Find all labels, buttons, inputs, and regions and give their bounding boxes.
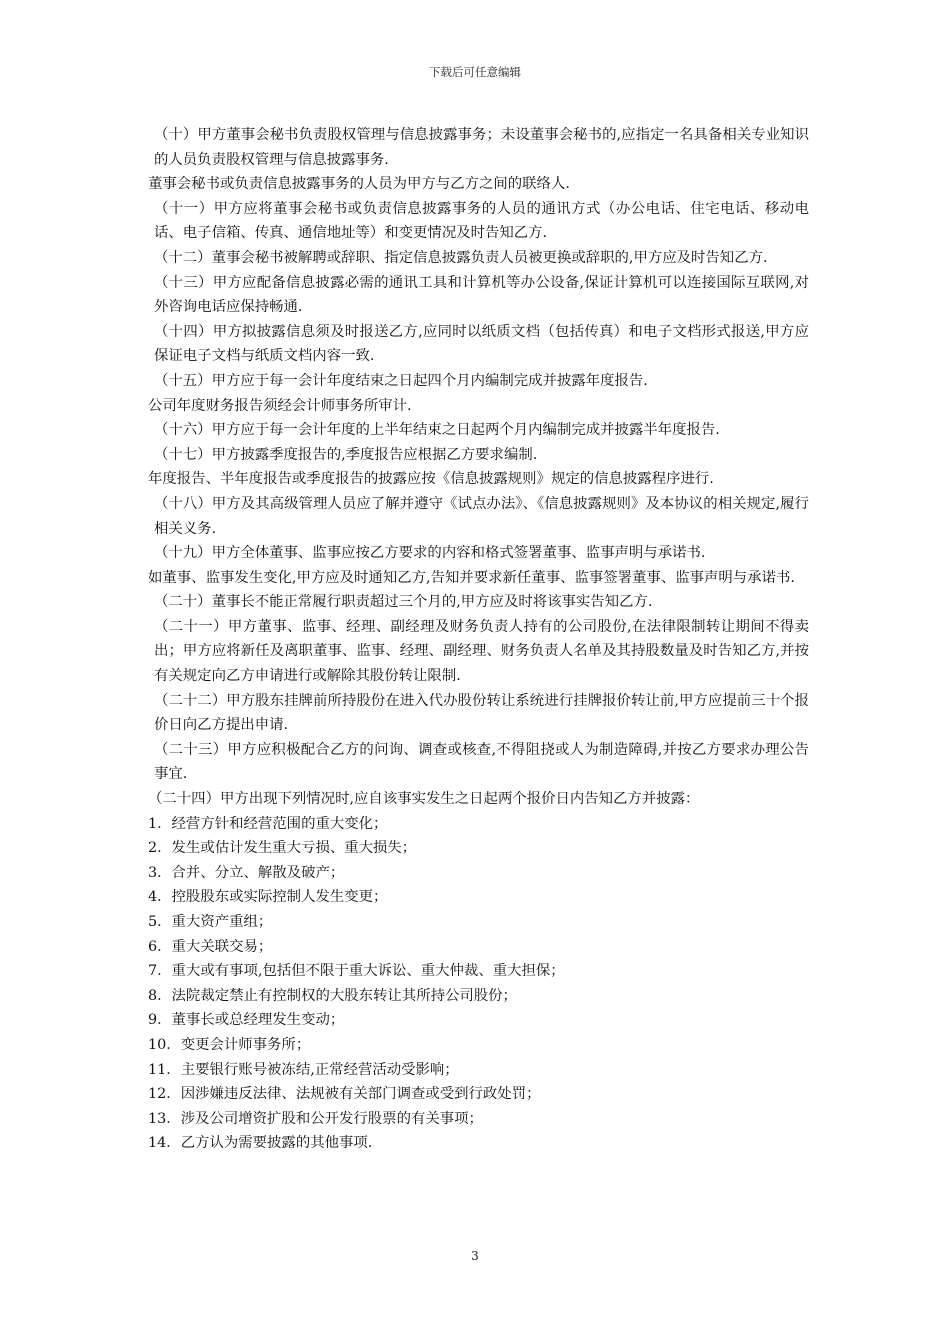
list-item: 3．合并、分立、解散及破产； [148,864,345,881]
list-item: 5．重大资产重组； [148,914,273,930]
list-item: 8．法院裁定禁止有控制权的大股东转让其所持公司股份； [148,987,517,1004]
document-body [144,123,809,1156]
paragraph: （十九）甲方全体董事、监事应按乙方要求的内容和格式签署董事、监事声明与承诺书. [154,545,706,562]
list-item: 12．因涉嫌违反法律、法规被有关部门调查或受到行政处罚； [148,1086,541,1103]
paragraph: （十三）甲方应配备信息披露必需的通讯工具和计算机等办公设备,保证计算机可以连接国际互联网,对外咨询电话应保持畅通. [154,274,809,316]
paragraph: （十二）董事会秘书被解聘或辞职、指定信息披露负责人员被更换或辞职的,甲方应及时告知乙方. [154,249,768,266]
list-item: 10．变更会计师事务所； [148,1036,311,1053]
list-item: 6．重大关联交易； [148,938,273,955]
paragraph: 董事会秘书或负责信息披露事务的人员为甲方与乙方之间的联络人. [148,176,570,193]
list-item: 13．涉及公司增资扩股和公开发行股票的有关事项； [148,1110,483,1127]
list-item: 4．控股股东或实际控制人发生变更； [148,889,388,906]
paragraph: （十八）甲方及其高级管理人员应了解并遵守《试点办法》、《信息披露规则》及本协议的相关规定,履行相关义务. [154,495,809,537]
paragraph: 年度报告、半年度报告或季度报告的披露应按《信息披露规则》规定的信息披露程序进行. [148,471,714,488]
list-item: 14．乙方认为需要披露的其他事项. [148,1135,373,1152]
paragraph: （二十二）甲方股东挂牌前所持股份在进入代办股份转让系统进行挂牌报价转让前,甲方应提前三十个报价日向乙方提出申请. [154,692,809,734]
list-item: 7．重大或有事项,包括但不限于重大诉讼、重大仲裁、重大担保； [148,963,565,980]
paragraph: （二十四）甲方出现下列情况时,应自该事实发生之日起两个报价日内告知乙方并披露： [148,791,700,808]
list-item: 9．董事长或总经理发生变动； [148,1012,345,1029]
paragraph: 公司年度财务报告须经会计师事务所审计. [148,397,412,414]
list-item: 1．经营方针和经营范围的重大变化； [148,815,388,832]
page-header: 下载后可任意编辑 [429,65,521,79]
paragraph: （十六）甲方应于每一会计年度的上半年结束之日起两个月内编制完成并披露半年度报告. [154,422,720,439]
paragraph: （二十一）甲方董事、监事、经理、副经理及财务负责人持有的公司股份,在法律限制转让期间不得卖出；甲方应将新任及离职董事、监事、经理、副经理、财务负责人名单及其持股数量及时告知乙方,并按有关规定向乙方申请进行或解除其股份转让限制. [154,618,809,685]
paragraph: （二十三）甲方应积极配合乙方的问询、调查或核查,不得阻挠或人为制造障碍,并按乙方要求办理公告事宜. [154,741,809,783]
paragraph: （二十）董事长不能正常履行职责超过三个月的,甲方应及时将该事实告知乙方. [154,594,653,611]
paragraph: （十四）甲方拟披露信息须及时报送乙方,应同时以纸质文档（包括传真）和电子文档形式报送,甲方应保证电子文档与纸质文档内容一致. [154,323,809,365]
page-number: 3 [471,1249,479,1263]
paragraph: 如董事、监事发生变化,甲方应及时通知乙方,告知并要求新任董事、监事签署董事、监事声明与承诺书. [148,569,795,586]
paragraph: （十一）甲方应将董事会秘书或负责信息披露事务的人员的通讯方式（办公电话、住宅电话、移动电话、电子信箱、传真、通信地址等）和变更情况及时告知乙方. [154,200,809,242]
paragraph: （十）甲方董事会秘书负责股权管理与信息披露事务；未设董事会秘书的,应指定一名具备相关专业知识的人员负责股权管理与信息披露事务. [154,127,809,168]
paragraph: （十五）甲方应于每一会计年度结束之日起四个月内编制完成并披露年度报告. [154,372,648,389]
list-item: 2．发生或估计发生重大亏损、重大损失； [148,840,417,857]
paragraph: （十七）甲方披露季度报告的,季度报告应根据乙方要求编制. [154,446,538,463]
list-item: 11．主要银行账号被冻结,正常经营活动受影响； [148,1061,459,1078]
